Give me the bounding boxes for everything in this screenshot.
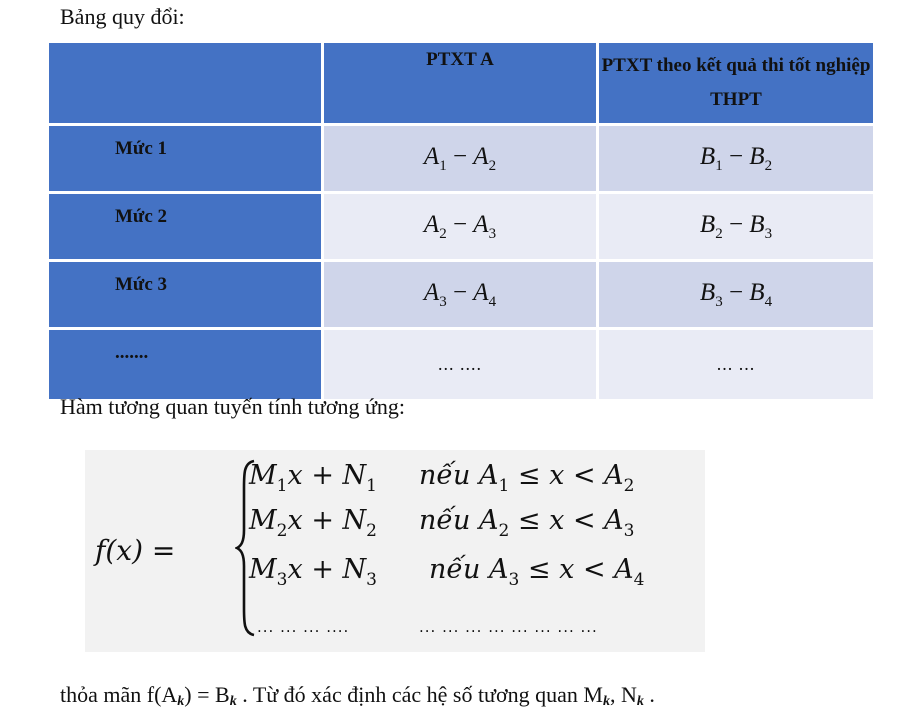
conversion-table [46, 40, 876, 402]
table-row [49, 194, 873, 259]
row-label: Mức 1 [49, 126, 321, 191]
footer-text: thỏa mãn f(Ak) = Bk . Từ đó xác định các hệ số tương quan Mk, Nk . [60, 682, 655, 709]
range-a-cell: ... .... [324, 330, 596, 399]
table-heading: Bảng quy đổi: [60, 4, 185, 29]
range-a-cell: $A_1 - A_2$ [324, 126, 596, 191]
row-label: Mức 3 [49, 262, 321, 327]
header-ptxt-thpt: PTXT theo kết quả thi tốt nghiệp THPT [599, 43, 873, 123]
case-row-3: $M_3x + N_3$ nếu $A_3 \le x < A_4$ [249, 554, 645, 590]
row-label: Mức 2 [49, 194, 321, 259]
formula-lhs: f(x) = [95, 534, 176, 567]
range-b-cell: ... ... [599, 330, 873, 399]
case-row-2: $M_2x + N_2$ nếu $A_2 \le x < A_3$ [249, 505, 635, 541]
range-b-cell: $B_1 - B_2$ [599, 126, 873, 191]
case-dots-left: ... ... ... .... [257, 618, 350, 636]
table-row [49, 330, 873, 399]
range-b-cell: $B_3 - B_4$ [599, 262, 873, 327]
header-cell-empty [49, 43, 321, 123]
range-a-cell: $A_3 - A_4$ [324, 262, 596, 327]
case-row-1: $M_1x + N_1$ nếu $A_1 \le x < A_2$ [249, 460, 635, 496]
table-header-row [49, 43, 873, 123]
table-row [49, 262, 873, 327]
range-b-cell: $B_2 - B_3$ [599, 194, 873, 259]
case-dots-right: ... ... ... ... ... ... ... ... [419, 618, 598, 636]
range-a-cell: $A_2 - A_3$ [324, 194, 596, 259]
intro-text: Hàm tương quan tuyến tính tương ứng: [60, 394, 406, 419]
row-label: ....... [49, 330, 321, 399]
formula-box [85, 450, 705, 652]
table-row [49, 126, 873, 191]
header-ptxt-a: PTXT A [324, 43, 596, 123]
